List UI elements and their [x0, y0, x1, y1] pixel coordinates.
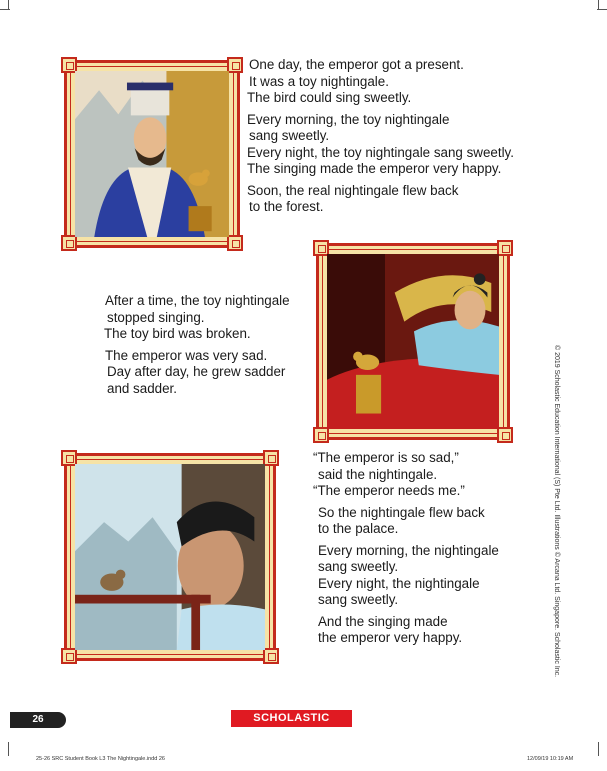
text-line: sang sweetly. — [318, 559, 399, 574]
publisher-logo: SCHOLASTIC — [231, 710, 352, 727]
paragraph — [247, 183, 514, 216]
text-line: Every morning, the toy nightingale — [247, 111, 450, 127]
slug-file: 25-26 SRC Student Book L3 The Nightingale.indd 26 — [36, 756, 165, 762]
text-line: to the palace. — [318, 521, 399, 536]
passage-1 — [247, 57, 514, 221]
text-line: The toy bird was broken. — [104, 326, 251, 341]
paragraph — [247, 112, 514, 178]
text-line: It was a toy nightingale. — [249, 73, 389, 89]
text-line: to the forest. — [249, 199, 324, 214]
text-line: sang sweetly. — [249, 128, 330, 143]
text-line: “The emperor needs me.” — [313, 483, 465, 498]
paragraph — [313, 505, 499, 538]
text-line: Every morning, the nightingale — [318, 542, 499, 558]
illustration-emperor-nightingale — [64, 453, 276, 661]
text-line: After a time, the toy nightingale — [105, 293, 290, 308]
text-line: “The emperor is so sad,” — [313, 450, 459, 465]
passage-2 — [104, 293, 290, 402]
copyright-notice: © 2019 Scholastic Education International (S) Pte Ltd. Illustrations © Arcana Ltd. Singapore. Scholastic Inc. — [553, 345, 560, 678]
illustration-emperor-toy-bird — [64, 60, 240, 248]
text-line: One day, the emperor got a present. — [249, 57, 464, 72]
paragraph — [104, 348, 290, 398]
text-line: Soon, the real nightingale flew back — [247, 182, 459, 198]
illustration-sad-emperor — [316, 243, 510, 440]
paragraph — [313, 614, 499, 647]
paragraph — [247, 57, 514, 107]
text-line: Day after day, he grew sadder — [107, 364, 286, 379]
text-line: The bird could sing sweetly. — [247, 90, 412, 105]
text-line: So the nightingale flew back — [318, 504, 485, 520]
text-line: stopped singing. — [107, 309, 205, 325]
text-line: The singing made the emperor very happy. — [247, 161, 502, 176]
text-line: the emperor very happy. — [318, 630, 463, 645]
paragraph — [104, 293, 290, 343]
text-line: and sadder. — [107, 380, 177, 396]
paragraph — [313, 543, 499, 609]
passage-3 — [313, 450, 499, 652]
paragraph — [313, 450, 499, 500]
text-line: And the singing made — [318, 613, 448, 629]
text-line: Every night, the nightingale — [318, 575, 480, 591]
slug-date: 12/09/19 10:19 AM — [527, 756, 574, 762]
text-line: The emperor was very sad. — [105, 347, 268, 363]
text-line: Every night, the toy nightingale sang sweetly. — [247, 144, 514, 160]
text-line: said the nightingale. — [318, 466, 438, 482]
page-number: 26 — [10, 712, 66, 728]
text-line: sang sweetly. — [318, 592, 399, 607]
